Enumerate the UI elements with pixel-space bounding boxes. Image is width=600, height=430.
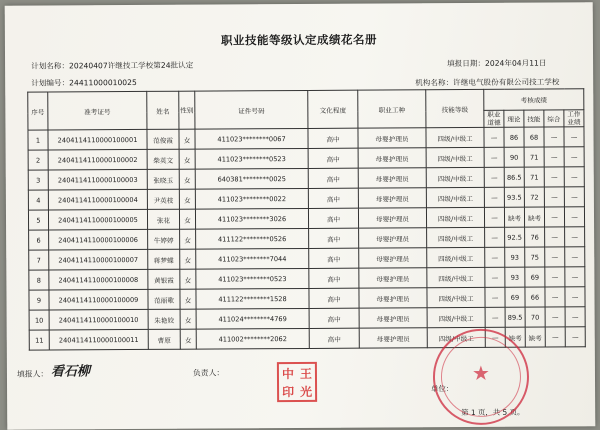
cell-skill: 66 xyxy=(525,287,545,307)
cell-occupation: 母婴护理员 xyxy=(359,228,427,248)
plan-number: 计划编号：24411000010025 xyxy=(31,77,137,88)
cell-name: 柴英文 xyxy=(147,149,179,169)
cell-exam-id: 2404114110000100005 xyxy=(48,209,147,230)
seal-char: 王 xyxy=(299,366,313,381)
col-moral: 职业道德 xyxy=(484,110,504,127)
cell-education: 高中 xyxy=(308,128,358,148)
col-seq: 序号 xyxy=(28,92,48,130)
cell-comprehensive: — xyxy=(544,187,564,207)
cell-moral: — xyxy=(484,127,504,147)
cell-id-number: 411023********7044 xyxy=(196,248,309,269)
cell-skill-level: 四级/中级工 xyxy=(427,267,485,287)
cell-exam-id: 2404114110000100009 xyxy=(49,289,148,310)
cell-name: 蒋梦蝶 xyxy=(148,249,180,269)
cell-occupation: 母婴护理员 xyxy=(359,288,427,308)
cell-moral: — xyxy=(485,287,505,307)
cell-skill-level: 四级/中级工 xyxy=(427,327,485,347)
cell-exam-id: 2404114110000100010 xyxy=(49,309,148,330)
cell-work-performance: — xyxy=(565,247,585,267)
cell-name: 曹原 xyxy=(148,329,180,349)
institution-name: 机构名称：许继电气股份有限公司技工学校 xyxy=(415,77,560,88)
cell-education: 高中 xyxy=(308,208,358,228)
cell-name: 范俊霞 xyxy=(147,129,179,149)
cell-exam-id: 2404114110000100004 xyxy=(48,189,147,210)
cell-education: 高中 xyxy=(309,308,359,328)
cell-comprehensive: — xyxy=(545,227,565,247)
cell-seq: 5 xyxy=(28,210,48,230)
cell-gender: 女 xyxy=(179,149,195,169)
cell-comprehensive: — xyxy=(544,147,564,167)
cell-skill: 缺考 xyxy=(524,207,544,227)
cell-skill: 68 xyxy=(524,127,544,147)
cell-moral: — xyxy=(485,247,505,267)
cell-skill: 72 xyxy=(524,187,544,207)
cell-gender: 女 xyxy=(180,289,196,309)
cell-id-number: 411002********2062 xyxy=(196,328,309,349)
cell-seq: 10 xyxy=(29,310,49,330)
seal-char: 印 xyxy=(282,384,295,399)
cell-seq: 9 xyxy=(29,290,49,310)
cell-skill: 缺考 xyxy=(525,327,545,347)
seal-char: 光 xyxy=(300,384,313,399)
cell-moral: — xyxy=(484,147,504,167)
col-theory: 理论 xyxy=(504,110,524,127)
cell-work-performance: — xyxy=(564,147,584,167)
cell-name: 张花 xyxy=(147,209,179,229)
col-name: 姓名 xyxy=(147,91,179,129)
cell-occupation: 母婴护理员 xyxy=(359,308,427,328)
cell-moral: — xyxy=(485,227,505,247)
cell-exam-id: 2404114110000100006 xyxy=(49,229,148,250)
cell-id-number: 411023********0523 xyxy=(196,268,309,289)
cell-comprehensive: — xyxy=(544,167,564,187)
cell-skill-level: 四级/中级工 xyxy=(426,187,484,207)
cell-skill: 75 xyxy=(525,247,545,267)
cell-work-performance: — xyxy=(564,187,584,207)
cell-seq: 11 xyxy=(29,330,49,350)
cell-name: 张晓玉 xyxy=(147,169,179,189)
cell-work-performance: — xyxy=(564,167,584,187)
cell-theory: 93.5 xyxy=(504,187,524,207)
cell-gender: 女 xyxy=(179,129,195,149)
cell-id-number: 411023********0067 xyxy=(195,128,308,149)
filler-label: 填报人： xyxy=(16,369,49,379)
cell-skill-level: 四级/中级工 xyxy=(426,207,484,227)
cell-work-performance: — xyxy=(565,227,585,247)
cell-moral: — xyxy=(485,267,505,287)
cell-exam-id: 2404114110000100007 xyxy=(49,249,148,270)
cell-seq: 2 xyxy=(28,150,48,170)
cell-work-performance: — xyxy=(564,127,584,147)
cell-seq: 3 xyxy=(28,170,48,190)
cell-moral: — xyxy=(484,167,504,187)
cell-skill-level: 四级/中级工 xyxy=(426,127,484,147)
cell-education: 高中 xyxy=(308,148,358,168)
cell-id-number: 411024********4769 xyxy=(196,308,309,329)
cell-theory: 69 xyxy=(505,287,525,307)
col-scores: 考核成绩 xyxy=(484,89,584,111)
cell-skill: 69 xyxy=(525,267,545,287)
col-comprehensive: 综合 xyxy=(544,110,564,127)
cell-name: 朱艳姣 xyxy=(148,309,180,329)
cell-occupation: 母婴护理员 xyxy=(359,328,427,348)
cell-skill: 76 xyxy=(525,227,545,247)
cell-gender: 女 xyxy=(180,309,196,329)
cell-seq: 8 xyxy=(29,270,49,290)
cell-education: 高中 xyxy=(309,328,359,348)
cell-theory: 93 xyxy=(505,247,525,267)
document-title: 职业技能等级认定成绩花名册 xyxy=(220,32,377,48)
cell-gender: 女 xyxy=(179,169,195,189)
cell-skill-level: 四级/中级工 xyxy=(427,247,485,267)
unit-label: 单位： xyxy=(431,384,454,394)
cell-gender: 女 xyxy=(180,269,196,289)
cell-exam-id: 2404114110000100002 xyxy=(48,149,147,170)
cell-id-number: 411023********0022 xyxy=(195,188,308,209)
cell-work-performance: — xyxy=(564,207,584,227)
col-education: 文化程度 xyxy=(308,90,358,128)
cell-moral: — xyxy=(484,207,504,227)
cell-skill-level: 四级/中级工 xyxy=(427,287,485,307)
cell-gender: 女 xyxy=(180,249,196,269)
cell-work-performance: — xyxy=(565,267,585,287)
cell-moral: — xyxy=(485,327,505,347)
cell-comprehensive: — xyxy=(544,127,564,147)
cell-work-performance: — xyxy=(565,307,585,327)
cell-name: 黄银霞 xyxy=(148,269,180,289)
cell-moral: — xyxy=(484,187,504,207)
cell-occupation: 母婴护理员 xyxy=(358,148,426,168)
plan-name: 计划名称：20240407许继技工学校第24批认定 xyxy=(31,60,194,71)
cell-theory: 92.5 xyxy=(505,227,525,247)
cell-theory: 86 xyxy=(504,127,524,147)
cell-theory: 90 xyxy=(504,147,524,167)
cell-education: 高中 xyxy=(309,288,359,308)
document-page xyxy=(5,2,596,430)
square-seal xyxy=(277,362,317,402)
cell-theory: 缺考 xyxy=(505,327,525,347)
cell-comprehensive: — xyxy=(545,327,565,347)
filler-signature: 看石柳 xyxy=(50,364,91,380)
cell-theory: 89.5 xyxy=(505,307,525,327)
page-indicator: 第 1 页，共 5 页。 xyxy=(461,407,525,418)
cell-education: 高中 xyxy=(308,168,358,188)
cell-skill-level: 四级/中级工 xyxy=(427,227,485,247)
cell-name: 尹英枝 xyxy=(147,189,179,209)
cell-occupation: 母婴护理员 xyxy=(358,208,426,228)
cell-exam-id: 2404114110000100008 xyxy=(49,269,148,290)
cell-exam-id: 2404114110000100003 xyxy=(48,169,147,190)
cell-seq: 4 xyxy=(28,190,48,210)
cell-skill-level: 四级/中级工 xyxy=(426,147,484,167)
seal-char: 中 xyxy=(281,366,295,381)
cell-education: 高中 xyxy=(309,228,359,248)
cell-work-performance: — xyxy=(565,327,585,347)
cell-work-performance: — xyxy=(565,287,585,307)
cell-education: 高中 xyxy=(308,188,358,208)
col-occupation: 职业工种 xyxy=(358,90,426,128)
cell-name: 范丽歌 xyxy=(148,289,180,309)
cell-education: 高中 xyxy=(309,268,359,288)
star-icon: ★ xyxy=(471,360,491,385)
cell-exam-id: 2404114110000100001 xyxy=(48,129,147,150)
cell-skill: 70 xyxy=(525,307,545,327)
cell-exam-id: 2404114110000100011 xyxy=(49,329,148,350)
cell-id-number: 411122********0526 xyxy=(196,228,309,249)
col-exam-id: 准考证号 xyxy=(48,91,147,130)
cell-occupation: 母婴护理员 xyxy=(359,268,427,288)
cell-gender: 女 xyxy=(179,209,195,229)
cell-name: 牛婷婷 xyxy=(148,229,180,249)
cell-id-number: 411122********1528 xyxy=(196,288,309,309)
cell-occupation: 母婴护理员 xyxy=(358,168,426,188)
cell-comprehensive: — xyxy=(545,247,565,267)
cell-theory: 86.5 xyxy=(504,167,524,187)
cell-comprehensive: — xyxy=(544,207,564,227)
cell-occupation: 母婴护理员 xyxy=(359,248,427,268)
cell-occupation: 母婴护理员 xyxy=(358,188,426,208)
cell-comprehensive: — xyxy=(545,307,565,327)
cell-education: 高中 xyxy=(309,248,359,268)
cell-seq: 7 xyxy=(29,250,49,270)
cell-skill-level: 四级/中级工 xyxy=(426,167,484,187)
col-skill: 技能 xyxy=(524,110,544,127)
cell-seq: 6 xyxy=(29,230,49,250)
cell-occupation: 母婴护理员 xyxy=(358,128,426,148)
cell-skill-level: 四级/中级工 xyxy=(427,307,485,327)
table-body xyxy=(28,127,585,350)
col-work-performance: 工作业绩 xyxy=(564,110,584,127)
cell-moral: — xyxy=(485,307,505,327)
cell-skill: 71 xyxy=(524,167,544,187)
col-id-number: 证件号码 xyxy=(195,90,308,129)
institution-seal xyxy=(433,329,530,426)
cell-comprehensive: — xyxy=(545,267,565,287)
fill-date: 填报日期：2024年04月11日 xyxy=(447,58,547,69)
cell-gender: 女 xyxy=(180,329,196,349)
cell-skill: 71 xyxy=(524,147,544,167)
cell-gender: 女 xyxy=(179,189,195,209)
cell-id-number: 411023********3026 xyxy=(195,208,308,229)
cell-gender: 女 xyxy=(180,229,196,249)
grade-table xyxy=(27,88,586,350)
cell-seq: 1 xyxy=(28,130,48,150)
cell-comprehensive: — xyxy=(545,287,565,307)
responsible-label: 负责人： xyxy=(192,368,225,378)
cell-theory: 缺考 xyxy=(504,207,524,227)
cell-id-number: 411023********0523 xyxy=(195,148,308,169)
cell-theory: 93 xyxy=(505,267,525,287)
col-gender: 性别 xyxy=(179,91,195,129)
cell-id-number: 640381********0025 xyxy=(195,168,308,189)
col-skill-level: 技能等级 xyxy=(426,89,484,127)
